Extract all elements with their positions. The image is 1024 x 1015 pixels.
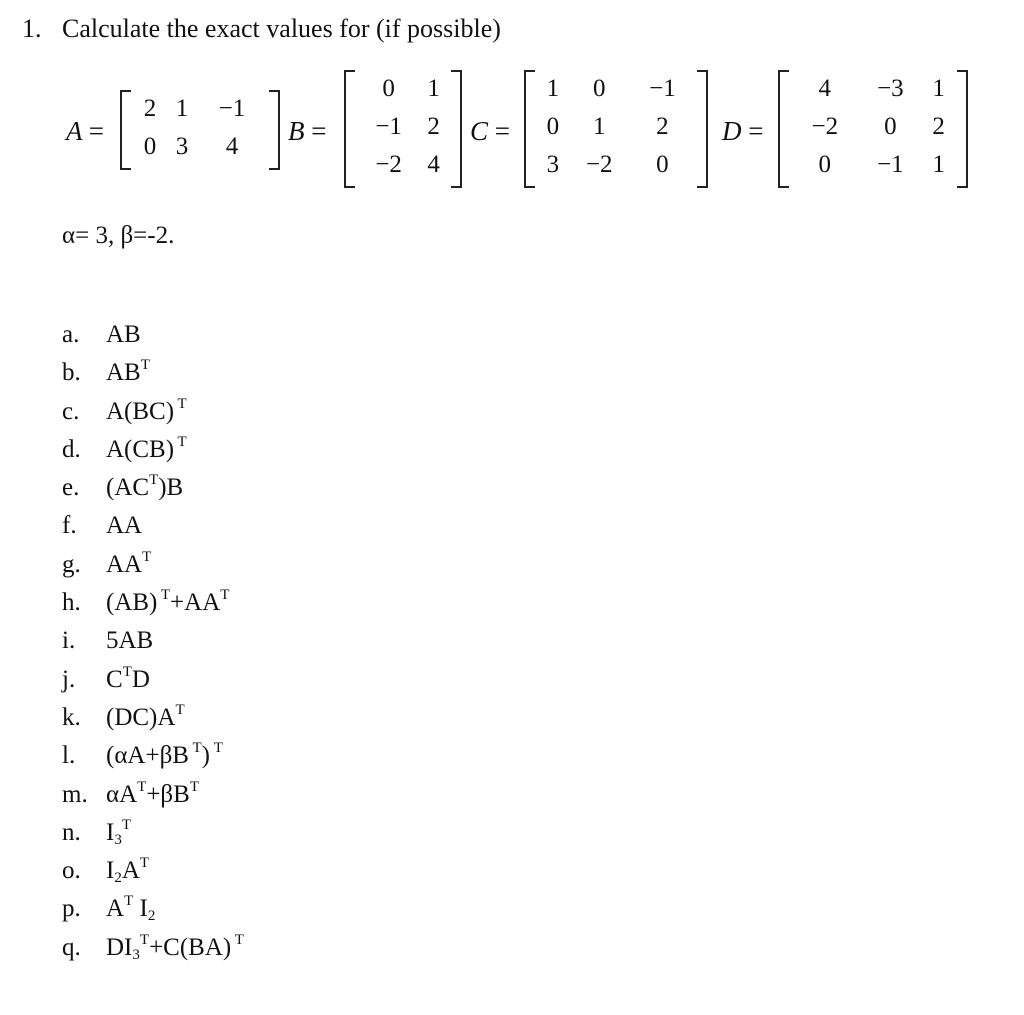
matrix-entry: 0	[546, 113, 560, 140]
exercise-item	[62, 546, 244, 584]
expression-part: A(CB)	[106, 435, 175, 463]
parameters: α= 3, β=-2.	[62, 222, 175, 249]
matrix-a-label: A =	[66, 116, 104, 146]
expression-part: )B	[158, 474, 184, 502]
matrix-row	[134, 128, 266, 166]
matrix-row	[358, 146, 448, 184]
expression-part: 2	[114, 870, 122, 887]
expression-part: C	[106, 665, 123, 693]
exercise-item	[62, 507, 244, 545]
matrix-entry: 1	[175, 95, 189, 122]
item-expression	[106, 627, 153, 654]
expression-part: T	[149, 472, 159, 489]
expression-part: (DC)A	[106, 703, 176, 731]
matrix-b	[344, 70, 462, 188]
item-expression	[106, 474, 183, 501]
item-label: m.	[62, 780, 88, 808]
expression-part: T	[142, 548, 152, 565]
matrix-c	[524, 70, 708, 188]
expression-part: T	[139, 855, 150, 872]
exercise-item	[62, 316, 244, 354]
item-label: g.	[62, 550, 81, 578]
item-expression	[106, 589, 229, 616]
matrix-entry: 2	[427, 113, 440, 140]
item-label: f.	[62, 512, 77, 540]
expression-part: I	[133, 895, 148, 923]
item-label: c.	[62, 397, 80, 425]
exercise-item	[62, 469, 244, 507]
exercise-list	[62, 316, 244, 967]
matrix-row	[792, 108, 954, 146]
exercise-item	[62, 929, 244, 967]
expression-part: T	[209, 740, 223, 757]
left-bracket	[344, 70, 355, 188]
item-expression	[106, 742, 223, 769]
question-text: Calculate the exact values for (if possible)	[62, 14, 501, 43]
matrix-d-label: D =	[722, 116, 764, 146]
expression-part: +AA	[170, 589, 221, 617]
matrix-b-label: B =	[288, 116, 327, 146]
matrix-entry: 1	[932, 75, 945, 102]
expression-part: AB	[106, 359, 141, 387]
matrix-entry: −2	[585, 151, 613, 178]
matrix-definitions	[0, 70, 1024, 200]
matrix-entry: 4	[427, 151, 440, 178]
matrix-entry: 0	[593, 75, 606, 102]
exercise-item	[62, 699, 244, 737]
expression-part: T	[220, 587, 230, 604]
question-number: 1.	[22, 14, 42, 43]
matrix-entry: −2	[811, 113, 839, 140]
matrix-row	[134, 90, 266, 128]
expression-part: A	[121, 857, 140, 885]
matrix-entry: −1	[218, 95, 246, 122]
matrix-entry: 0	[884, 113, 897, 140]
item-label: q.	[62, 933, 81, 961]
expression-part: T	[140, 357, 150, 374]
expression-part: (αA+βB	[106, 742, 189, 770]
expression-part: I	[106, 818, 115, 846]
right-bracket	[697, 70, 708, 188]
item-expression	[106, 778, 199, 808]
matrix-row	[358, 70, 448, 108]
right-bracket	[957, 70, 968, 188]
item-expression	[106, 816, 131, 848]
expression-part: 5AB	[106, 627, 154, 655]
item-expression	[106, 893, 156, 925]
matrix-entry: 3	[546, 151, 560, 178]
expression-part: A	[106, 895, 125, 923]
expression-part: D	[131, 665, 150, 693]
expression-part: T	[122, 663, 132, 680]
item-expression	[106, 512, 142, 539]
expression-part: AB	[106, 321, 141, 348]
exercise-item	[62, 737, 244, 775]
matrix-a	[120, 90, 280, 170]
expression-part: +C(BA)	[149, 933, 232, 961]
exercise-item	[62, 431, 244, 469]
expression-part: (AB)	[106, 589, 158, 617]
matrix-entry: 2	[143, 95, 157, 122]
matrix-entry: 4	[818, 75, 832, 102]
right-bracket	[451, 70, 462, 188]
right-bracket	[269, 90, 280, 170]
expression-part: T	[121, 816, 131, 833]
item-label: j.	[62, 665, 76, 693]
expression-part: αA	[106, 780, 138, 808]
item-expression	[106, 855, 150, 887]
item-label: l.	[62, 742, 76, 770]
item-expression	[106, 359, 150, 386]
item-label: a.	[62, 321, 80, 348]
expression-part: (AC	[106, 474, 150, 502]
exercise-item	[62, 890, 244, 928]
expression-part: AA	[106, 512, 143, 540]
expression-part: )	[201, 742, 210, 770]
matrix-entry: −2	[375, 151, 402, 178]
exercise-item	[62, 776, 244, 814]
item-label: p.	[62, 895, 81, 923]
expression-part: AA	[106, 550, 143, 578]
item-label: d.	[62, 435, 81, 463]
matrix-c-label: C =	[470, 116, 510, 146]
item-label: i.	[62, 627, 76, 655]
item-label: o.	[62, 857, 81, 885]
matrix-entry: 1	[427, 75, 440, 102]
matrix-entry: −1	[877, 151, 904, 178]
matrix-row	[538, 146, 694, 184]
exercise-item	[62, 393, 244, 431]
expression-part: T	[174, 395, 187, 412]
matrix-entry: −1	[375, 113, 402, 140]
matrix-row	[358, 108, 448, 146]
item-expression	[106, 433, 187, 463]
exercise-item	[62, 814, 244, 852]
matrix-entry: 2	[656, 113, 669, 140]
expression-part: 2	[147, 908, 156, 925]
exercise-item	[62, 584, 244, 622]
expression-part: 3	[132, 946, 140, 963]
matrix-entry: 2	[932, 113, 945, 140]
item-expression	[106, 931, 244, 963]
expression-part: T	[124, 893, 134, 910]
matrix-row	[538, 70, 694, 108]
matrix-entry: 1	[593, 113, 606, 140]
expression-part: T	[174, 433, 187, 450]
question-heading	[22, 14, 501, 44]
matrix-entry: 0	[656, 151, 669, 178]
matrix-row	[792, 70, 954, 108]
exercise-item	[62, 661, 244, 699]
expression-part: DI	[106, 933, 133, 961]
matrix-entry: 0	[382, 75, 395, 102]
exercise-item	[62, 354, 244, 392]
matrix-entry: 1	[932, 151, 945, 178]
expression-part: I	[106, 857, 115, 885]
item-expression	[106, 395, 187, 425]
expression-part: T	[137, 778, 147, 795]
item-label: e.	[62, 474, 80, 502]
left-bracket	[120, 90, 131, 170]
item-label: n.	[62, 818, 81, 846]
item-label: k.	[62, 703, 81, 731]
item-expression	[106, 548, 152, 578]
expression-part: T	[175, 701, 185, 718]
matrix-entry: 0	[818, 151, 832, 178]
item-expression	[106, 321, 141, 348]
matrix-row	[538, 108, 694, 146]
item-expression	[106, 701, 185, 731]
expression-part: T	[157, 587, 171, 604]
matrix-entry: −3	[877, 75, 904, 102]
exercise-item	[62, 622, 244, 660]
item-expression	[106, 663, 150, 693]
matrix-entry: 4	[225, 133, 239, 160]
item-label: h.	[62, 589, 81, 617]
expression-part: T	[189, 778, 199, 795]
expression-part: T	[188, 740, 202, 757]
matrix-entry: 3	[175, 133, 189, 160]
left-bracket	[778, 70, 789, 188]
expression-part: T	[231, 931, 244, 948]
expression-part: A(BC)	[106, 397, 175, 425]
matrix-entry: 1	[546, 75, 560, 102]
expression-part: T	[139, 931, 150, 948]
matrix-entry: 0	[143, 133, 157, 160]
left-bracket	[524, 70, 535, 188]
exercise-item	[62, 852, 244, 890]
matrix-d	[778, 70, 968, 188]
expression-part: +βB	[146, 780, 190, 808]
matrix-entry: −1	[649, 75, 676, 102]
expression-part: 3	[114, 831, 122, 848]
item-label: b.	[62, 359, 81, 387]
matrix-row	[792, 146, 954, 184]
